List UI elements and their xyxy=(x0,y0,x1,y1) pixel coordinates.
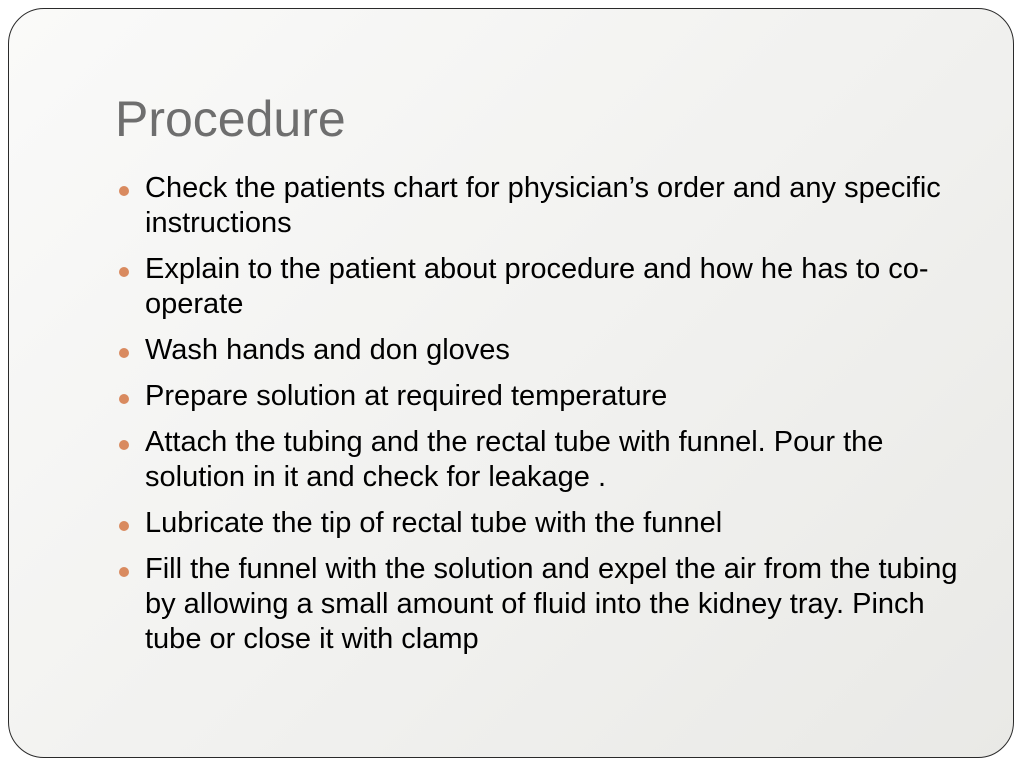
bullet-item xyxy=(115,252,975,322)
bullet-dot-icon xyxy=(119,440,129,450)
bullet-text: Check the patients chart for physician’s order and any specific instructions xyxy=(145,172,941,239)
bullet-text: Wash hands and don gloves xyxy=(145,334,510,366)
slide-frame xyxy=(8,8,1014,758)
bullet-text: Prepare solution at required temperature xyxy=(145,380,668,412)
bullet-item xyxy=(115,425,975,495)
bullet-text: Explain to the patient about procedure and how he has to co-operate xyxy=(145,253,929,320)
bullet-dot-icon xyxy=(119,567,129,577)
bullet-item xyxy=(115,379,975,414)
bullet-dot-icon xyxy=(119,267,129,277)
bullet-list xyxy=(115,171,975,668)
bullet-dot-icon xyxy=(119,521,129,531)
bullet-text: Lubricate the tip of rectal tube with the funnel xyxy=(145,507,723,539)
slide-title: Procedure xyxy=(115,91,346,147)
bullet-dot-icon xyxy=(119,394,129,404)
bullet-dot-icon xyxy=(119,186,129,196)
bullet-item xyxy=(115,333,975,368)
bullet-item xyxy=(115,506,975,541)
bullet-dot-icon xyxy=(119,348,129,358)
bullet-text: Fill the funnel with the solution and expel the air from the tubing by allowing a small amount of fluid into the kidney tray. Pinch tube or close it with clamp xyxy=(145,553,958,655)
bullet-text: Attach the tubing and the rectal tube with funnel. Pour the solution in it and check for leakage . xyxy=(145,426,884,493)
bullet-item xyxy=(115,171,975,241)
bullet-item xyxy=(115,552,975,657)
